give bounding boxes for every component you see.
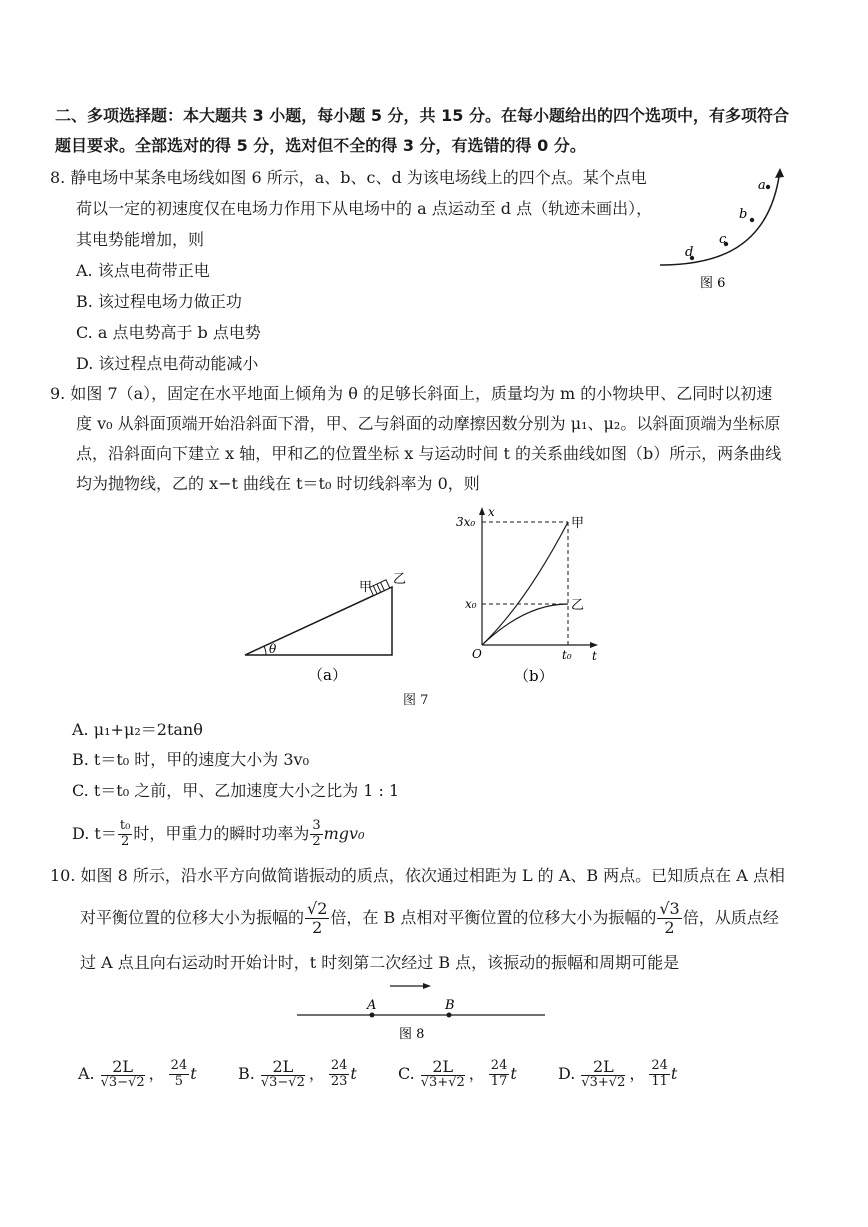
period-frac [489,1059,510,1089]
q10-option-c: C. $\frac{2L}{√3+√2}$ ， $\frac{24}{17}$ t [398,1056,517,1091]
frac-den: 2 [312,833,321,849]
option-letter: C. [398,1064,415,1083]
label-a: a [758,178,766,193]
period-frac [169,1059,190,1089]
frac-den: 17 [490,1073,508,1089]
figure-6-caption: 图 6 [700,276,726,291]
frac-num: 2L [101,1058,145,1077]
q9-stem-line4: 均为抛物线，乙的 x−t 曲线在 t＝t₀ 时切线斜率为 0，则 [76,474,480,493]
period-frac [329,1059,350,1089]
figure-7a-incline [240,570,407,690]
q8-stem-line1: 8. 静电场中某条电场线如图 6 所示，a、b、c、d 为该电场线上的四个点。某个点电 [50,168,647,187]
figure-7b-xt-graph [450,505,610,690]
frac-num: 24 [330,1058,348,1074]
q9-option-b: B. t＝t₀ 时，甲的速度大小为 3v₀ [72,750,310,769]
y-axis-arrow-icon [479,507,485,515]
frac-num: 24 [490,1058,508,1074]
label-B: B [445,998,455,1013]
frac-den: √3+√2 [581,1075,626,1091]
q8-stem-line3: 其电势能增加，则 [76,230,205,249]
amplitude-frac [261,1058,305,1091]
frac-num: 2L [261,1058,305,1077]
blocks [370,580,390,596]
q10-stem-line2 [80,898,779,938]
section-title-line2: 题目要求。全部选对的得 5 分，选对但不全的得 3 分，有选错的得 0 分。 [55,136,586,155]
q9-option-d-suffix: mgv₀ [323,824,365,843]
frac-num: √3 [659,898,680,918]
label-c: c [719,232,727,247]
q8-option-c: C. a 点电势高于 b 点电势 [76,323,261,342]
q10-stem-line1: 10. 如图 8 所示，沿水平方向做简谐振动的质点，依次通过相距为 L 的 A、B 两点。已知质点在 A 点相 [50,866,785,885]
frac-num: 2L [581,1058,625,1077]
curve-jia [482,522,568,645]
option-suffix: t [190,1064,197,1083]
q10-frac-sqrt2-over-2 [305,900,329,936]
option-letter: D. [558,1064,576,1083]
angle-theta: θ [269,642,277,656]
frac-den: 11 [651,1073,668,1089]
point-B-dot [447,1013,452,1018]
option-letter: A. [78,1064,95,1083]
q10-line2-part2: 倍，在 B 点相对平衡位置的位移大小为振幅的 [330,908,657,927]
tick-3x0: 3x₀ [456,515,476,529]
incline-triangle [245,587,392,655]
curve-jia-label: 甲 [571,516,585,531]
q10-line2-part3: 倍，从质点经 [682,908,779,927]
q9-stem-line3: 点，沿斜面向下建立 x 轴，甲和乙的位置坐标 x 与运动时间 t 的关系曲线如图（b）所示，两条曲线 [76,444,782,463]
figure-8-line [295,978,550,1043]
label-A: A [367,998,377,1013]
frac-num: 2L [421,1058,465,1077]
option-suffix: t [670,1064,678,1083]
curve-yi-label: 乙 [571,598,585,613]
point-A-dot [370,1013,375,1018]
point-b-dot [750,218,754,222]
label-yi: 乙 [393,572,407,587]
q9-option-a: A. μ₁+μ₂＝2tanθ [72,720,203,739]
figure-7b-sublabel: （b） [514,667,554,685]
amplitude-frac [581,1058,625,1091]
q10-option-b: B. $\frac{2L}{√3-√2}$ ， $\frac{24}{23}$ t [238,1056,357,1091]
q9-stem-line2: 度 v₀ 从斜面顶端开始沿斜面下滑，甲、乙与斜面的动摩擦因数分别为 μ₁、μ₂。以斜面顶端为坐标原 [76,414,781,433]
q9-stem-line1: 9. 如图 7（a），固定在水平地面上倾角为 θ 的足够长斜面上，质量均为 m 的小物块甲、乙同时以初速 [50,384,773,403]
frac-den: 2 [664,917,675,937]
amplitude-frac [421,1058,465,1091]
period-frac [649,1059,670,1089]
curve-yi [482,604,568,645]
q8-option-d: D. 该过程点电荷动能减小 [76,354,259,373]
frac-den: 2 [120,833,130,849]
option-suffix: t [510,1064,517,1083]
tick-t0: t₀ [562,648,572,662]
q9-option-d-frac-t0 [118,819,132,849]
amplitude-frac [101,1058,145,1091]
q10-line2-part1: 对平衡位置的位移大小为振幅的 [80,908,305,927]
origin-label: O [472,647,482,661]
y-axis-label: x [488,505,495,519]
figure-6-field-line [655,165,790,295]
field-arrow-icon [775,168,784,178]
figure-7-caption: 图 7 [403,693,429,708]
label-b: b [739,207,748,222]
q10-frac-sqrt3-over-2 [657,900,681,936]
q9-option-d-mid: 时，甲重力的瞬时功率为 [133,824,310,843]
label-jia: 甲 [359,580,373,595]
q9-option-d-prefix: D. t＝ [72,824,117,843]
frac-num: 3 [312,818,321,834]
frac-num: t₀ [119,818,131,834]
q10-option-d: D. $\frac{2L}{√3+√2}$ ， $\frac{24}{11}$ t [558,1056,678,1091]
q9-option-c: C. t＝t₀ 之前，甲、乙加速度大小之比为 1 : 1 [72,781,400,800]
direction-arrow-icon [423,983,431,989]
section-title-line1: 二、多项选择题：本大题共 3 小题，每小题 5 分，共 15 分。在每小题给出的四个选项中，有多项符合 [55,106,789,125]
block-jia-yi [370,580,390,596]
point-a-dot [766,185,770,189]
q10-stem-line3: 过 A 点且向右运动时开始计时，t 时刻第二次经过 B 点，该振动的振幅和周期可能是 [80,953,680,972]
tick-x0: x₀ [465,597,477,611]
figure-7a-sublabel: （a） [308,666,347,684]
angle-arc [264,646,266,655]
option-suffix: t [350,1064,357,1083]
frac-den: √3−√2 [100,1075,145,1091]
q9-option-d [72,815,364,853]
figure-8-caption: 图 8 [399,1027,425,1042]
q8-option-a: A. 该点电荷带正电 [76,261,210,280]
q9-option-d-frac-3-2 [310,819,322,849]
q10-option-a: A. $\frac{2L}{√3-√2}$ ， $\frac{24}{5}$ t [78,1056,197,1091]
frac-den: √3−√2 [260,1075,305,1091]
frac-den: 5 [174,1073,184,1089]
x-axis-label: t [592,649,597,663]
label-d: d [685,245,694,260]
frac-num: 24 [651,1058,668,1074]
frac-den: 23 [330,1073,348,1089]
frac-den: 2 [312,917,323,937]
frac-num: √2 [307,898,328,918]
frac-num: 24 [170,1058,188,1074]
q8-option-b: B. 该过程电场力做正功 [76,292,242,311]
q8-stem-line2: 荷以一定的初速度仅在电场力作用下从电场中的 a 点运动至 d 点（轨迹未画出）， [76,199,653,218]
frac-den: √3+√2 [420,1075,465,1091]
x-axis-arrow-icon [590,642,598,648]
option-letter: B. [238,1064,255,1083]
